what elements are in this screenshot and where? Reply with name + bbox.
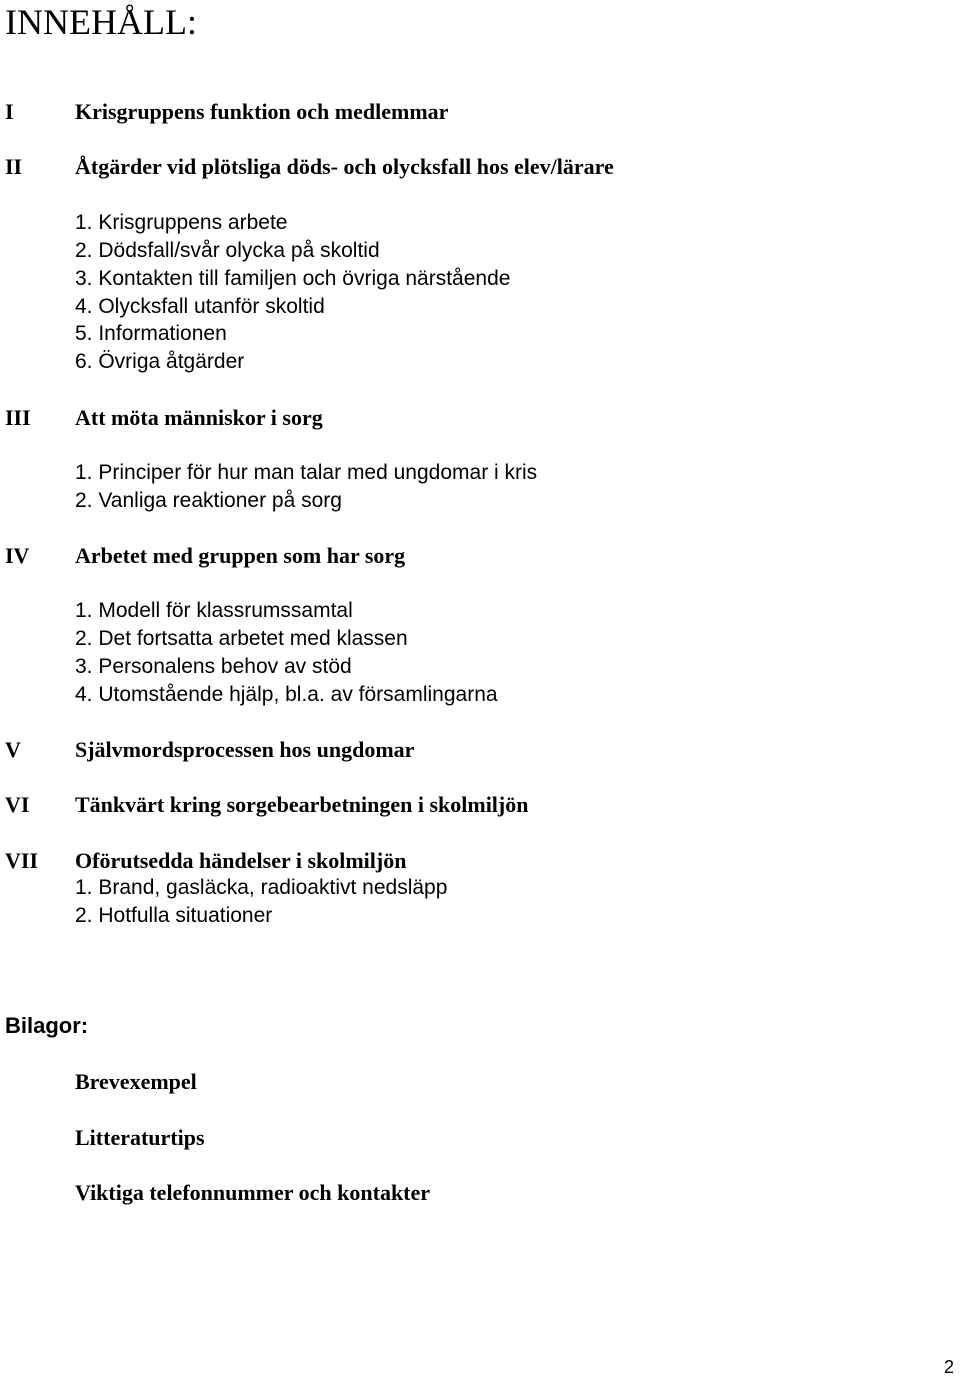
list-item: 6. Övriga åtgärder [75, 350, 245, 373]
list-item: 1. Krisgruppens arbete [75, 211, 288, 234]
list-item: 4. Utomstående hjälp, bl.a. av församlingarna [75, 683, 498, 706]
page-number: 2 [943, 1357, 954, 1377]
list-item: 2. Det fortsatta arbetet med klassen [75, 627, 408, 650]
section-numeral: V [5, 737, 21, 762]
section-heading: Att möta människor i sorg [75, 405, 323, 430]
section-numeral: III [5, 405, 31, 430]
section-heading: Arbetet med gruppen som har sorg [75, 543, 406, 568]
section-numeral: VI [5, 792, 30, 817]
appendices-title: Bilagor: [5, 1013, 89, 1038]
section-heading: Krisgruppens funktion och medlemmar [75, 99, 449, 124]
section-heading: Tänkvärt kring sorgebearbetningen i skolmiljön [75, 792, 529, 817]
list-item: 1. Principer för hur man talar med ungdomar i kris [75, 461, 538, 484]
section-heading: Åtgärder vid plötsliga döds- och olycksfall hos elev/lärare [75, 154, 614, 179]
appendix-item: Brevexempel [75, 1069, 197, 1094]
appendix-item: Viktiga telefonnummer och kontakter [75, 1180, 431, 1205]
section-heading: Självmordsprocessen hos ungdomar [75, 737, 415, 762]
list-item: 2. Hotfulla situationer [75, 904, 273, 927]
section-numeral: I [5, 99, 14, 124]
appendix-item: Litteraturtips [75, 1125, 205, 1150]
list-item: 1. Brand, gasläcka, radioaktivt nedsläpp [75, 876, 448, 899]
list-item: 4. Olycksfall utanför skoltid [75, 295, 325, 318]
section-heading: Oförutsedda händelser i skolmiljön [75, 848, 407, 873]
list-item: 1. Modell för klassrumssamtal [75, 599, 353, 622]
list-item: 3. Kontakten till familjen och övriga närstående [75, 267, 511, 290]
list-item: 5. Informationen [75, 322, 227, 345]
section-numeral: II [5, 154, 23, 179]
list-item: 2. Vanliga reaktioner på sorg [75, 489, 342, 512]
list-item: 3. Personalens behov av stöd [75, 655, 352, 678]
page-title: INNEHÅLL: [5, 2, 197, 42]
list-item: 2. Dödsfall/svår olycka på skoltid [75, 239, 380, 262]
section-numeral: VII [5, 848, 39, 873]
section-numeral: IV [5, 543, 30, 568]
